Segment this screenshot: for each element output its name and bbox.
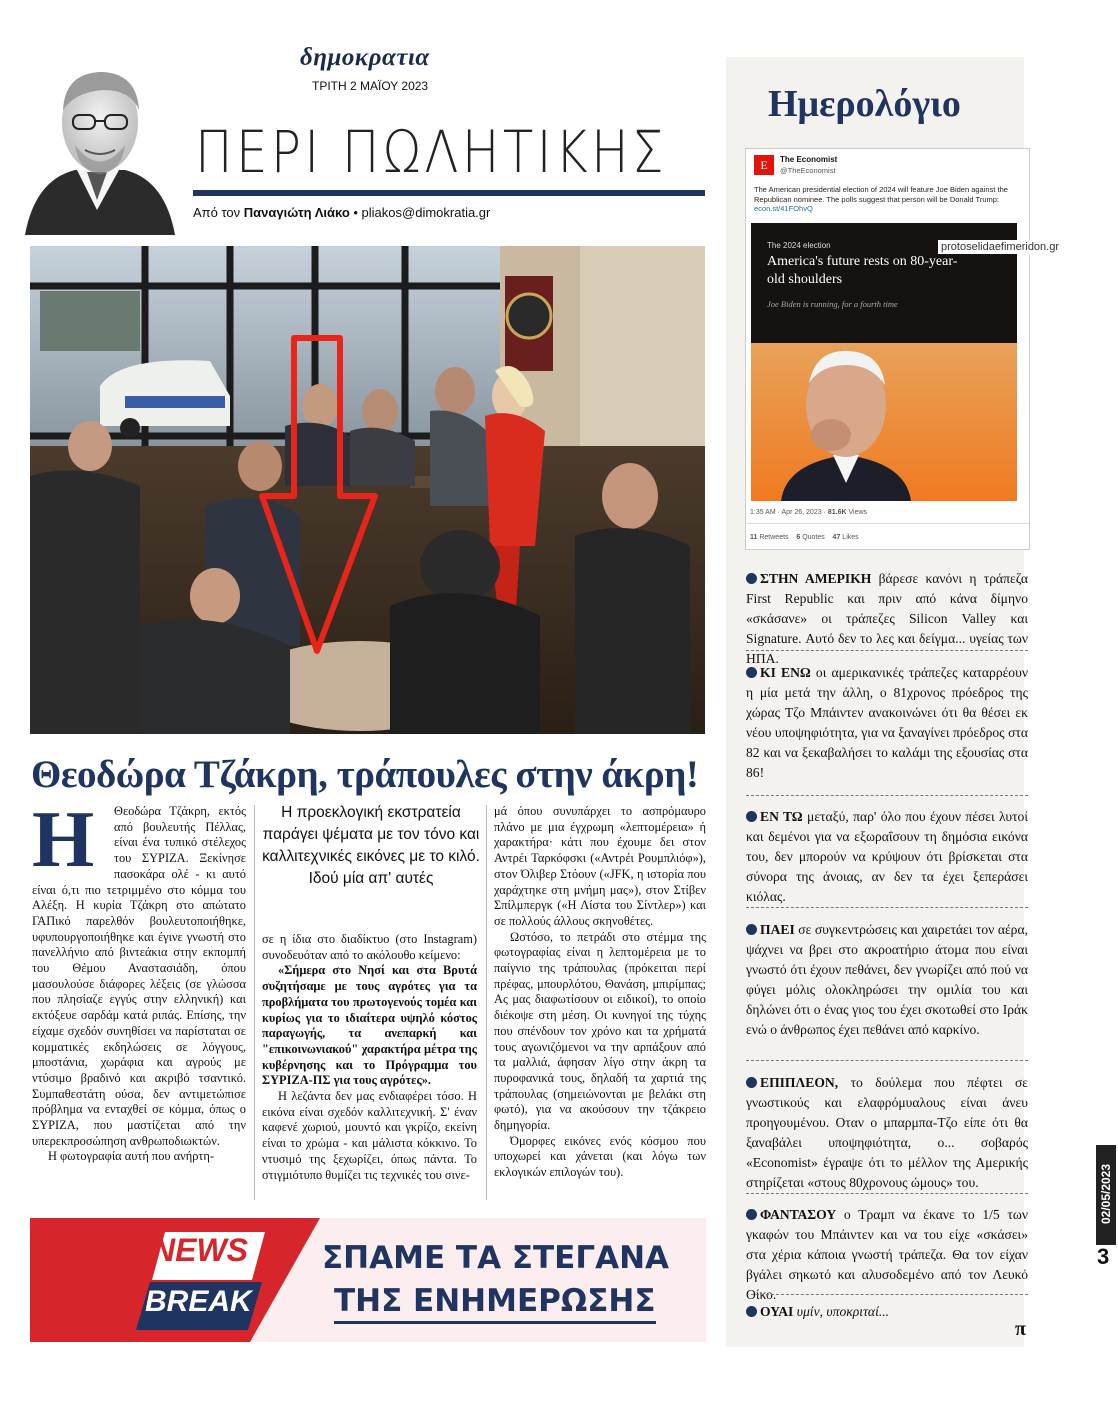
article-paragraph: Ωστόσο, το πετράδι στο στέμμα της φωτογραφίας είναι η λεπτομέρεια με το παίγνιο της τράπουλας (πρόκειται περί πρέφας, μπουρλότου, Θανάση, μπιρίμπας; Ας μας διαφωτίσουν οι ειδικοί), το οποίο διέκοψε στη μέση. Οι κυνηγοί της τύχης που σπένδουν τον χρόνο και τα χρήματά τους αγωνιζόμενοι να την αρπάξουν από τα μαλλιά, άφησαν λίγο στην άκρη τα πυροφανικά τους, δηλαδή τα χαρτιά της τράπουλας (σημειώνονται με βελάκι στη φωτό), για να ακούσουν την τζάκρειο δημηγορία. bbox=[494, 929, 706, 1133]
sidebar-entry: ΟΥΑΙ υμίν, υποκριταί... bbox=[746, 1302, 1028, 1322]
tweet-meta: 1:35 AM · Apr 26, 2023 · 81.6K Views bbox=[750, 509, 868, 516]
author-email[interactable]: • pliakos@dimokratia.gr bbox=[353, 205, 491, 220]
column-title-rule bbox=[193, 190, 705, 196]
tweet-text: The American presidential election of 2024 will feature Joe Biden against the Republican nominee. The polls suggest that person will be Donald Trump: econ.st/41FOhvQ bbox=[754, 185, 1008, 213]
author-name: Παναγιώτη Λιάκο bbox=[243, 205, 350, 220]
article-column-3 bbox=[494, 804, 706, 1181]
sidebar-title: Ημερολόγιο bbox=[768, 83, 961, 125]
article-column-1 bbox=[32, 796, 246, 1165]
sidebar-entry: ΣΤΗΝ ΑΜΕΡΙΚΗ βάρεσε κανόνι η τράπεζα First Republic και πριν από κάνα δίμηνο «σκάσανε» οι τράπεζες Silicon Valley και Signature. Αυτό δεν το λες και δείγμα... υγείας των ΗΠΑ. bbox=[746, 571, 1028, 666]
tweet-link[interactable]: econ.st/41FOhvQ bbox=[754, 204, 813, 213]
cover-title: America's future rests on 80-year-old shoulders bbox=[767, 254, 958, 287]
article-headline: Θεοδώρα Τζάκρη, τράπουλες στην άκρη! bbox=[31, 753, 699, 796]
article-paragraph: μά όπου συνυπάρχει το ασπρόμαυρο πλάνο με μια έγχρωμη «λεπτομέρεια» ή χαρακτήρα· κάτι που έχουμε δει στον Αντρέι Ταρκόφσκι («Αντρέι Ρουμπλιόφ»), στον Όλιβερ Στόουν («JFK, η ιστορία που χαράχτηκε στη μνήμη μας»), στον Στίβεν Σπίλμπεργκ («Η Λίστα του Σίντλερ») και σε πολλούς άλλους σκηνοθέτες. bbox=[494, 804, 706, 928]
article-paragraph: Όμορφες εικόνες ενός κόσμου που υποχωρεί και χάνεται (και λόγω των εκλογικών επιλογών του). bbox=[494, 1133, 706, 1180]
entry-divider bbox=[746, 795, 1028, 796]
newspaper-name: δημοκρατια bbox=[300, 44, 430, 71]
tweet-account[interactable]: The Economist bbox=[780, 155, 838, 164]
drop-cap: Η bbox=[32, 796, 95, 884]
sidebar-entry: ΕΝ ΤΩ μεταξύ, παρ' όλο που έχουν πέσει λυτοί και δεμένοι για να εξωραΐσουν τη δημόσια εικόνα του, δεν μπορούν να κρύψουν ότι βρίσκεται στα σύνορα της άνοιας, αν δεν τα έχει ξεπεράσει κιόλας. bbox=[746, 809, 1028, 904]
article-paragraph: σε η ίδια στο διαδίκτυο (στο Instagram) συνοδευόταν από το ακόλουθο κείμενο: bbox=[262, 932, 477, 962]
cover-portrait bbox=[771, 343, 921, 501]
bullet-icon bbox=[746, 1077, 757, 1088]
article-column-2 bbox=[262, 932, 477, 1183]
entry-divider bbox=[746, 907, 1028, 908]
column-divider bbox=[254, 805, 255, 1200]
cover-kicker: The 2024 election bbox=[767, 241, 831, 250]
bullet-icon bbox=[746, 667, 757, 678]
news-logo-text: NEWS bbox=[152, 1232, 248, 1268]
article-paragraph: «Σήμερα στο Νησί και στα Βρυτά συζητήσαμε με τους αγρότες για τα προβλήματα του πρωτογενούς τομέα και κυρίως για το ιδιαίτερα υψηλό κόστος παραγωγής, τα ανεπαρκή και "επικοινωνιακού" χαρακτήρα μέτρα της κυβέρνησης και το Πρόγραμμα του ΣΥΡΙΖΑ-ΠΣ για τους αγρότες». bbox=[262, 963, 477, 1088]
signature-mark: π bbox=[1015, 1318, 1026, 1340]
sidebar-entry: ΦΑΝΤΑΣΟΥ ο Τραμπ να έκανε το 1/5 των γκαφών του Μπάιντεν και να του είχε «σκάσει» στα χέρια κάποια γνωστή τράπεζα. Θα τον είχαν βγάλει σηκωτό και αλυσοδεμένο από τον Λευκό Οίκο. bbox=[746, 1207, 1028, 1302]
article-paragraph: Η φωτογραφία αυτή που ανήρτη- bbox=[48, 1149, 214, 1164]
bullet-icon bbox=[746, 1209, 757, 1220]
column-divider bbox=[486, 805, 487, 1200]
author-portrait bbox=[15, 60, 180, 240]
embedded-tweet[interactable] bbox=[745, 148, 1030, 550]
article-photo bbox=[30, 246, 705, 734]
byline-prefix: Από τον bbox=[193, 205, 241, 220]
tweet-stats: 11 Retweets 6 Quotes 47 Likes bbox=[750, 534, 859, 541]
page-number: 3 bbox=[1097, 1244, 1110, 1269]
article-paragraph: Η λεζάντα δεν μας ενδιαφέρει τόσο. Η εικόνα είναι σχεδόν καλλιτεχνική. Σ' έναν καφενέ χωριού, μουντό και γκρίζο, εκείνη είναι το χρώμα - και μάλιστα κόκκινο. Το ντυσιμό της ξεχωρίζει, όπως πάντα. Το στιγμιότυπο θυμίζει τις τεχνικές του σινε- bbox=[262, 1089, 477, 1182]
economist-logo-icon: E bbox=[754, 155, 774, 175]
ad-slogan-line-2: ΤΗΣ ΕΝΗΜΕΡΩΣΗΣ bbox=[334, 1283, 656, 1324]
sidebar-entry: ΠΑΕΙ σε συγκεντρώσεις και χαιρετάει τον αέρα, ψάχνει να βρει στο ακροατήριο άτομα που είναι γνωστό ότι έχουν πεθάνει, δεν γνωρίζει από πού να φύγει μόλις ολοκληρώσει την ομιλία του και δηλώνει ότι ο ένας γιος του έχει σκοτωθεί στο Ιράκ ενώ ο άνθρωπος έχει πεθάνει από καρκίνο. bbox=[746, 922, 1028, 1037]
sidebar-entry: ΕΠΙΠΛΕΟΝ, το δούλεμα που πέφτει σε γνωστικούς και ελαφρόμυαλους είναι άνευ προηγουμένου. Οταν ο μπαρμπα-Τζο είπε ότι θα ξαναβάλει υποψηφιότητα, ο... σοβαρός «Economist» έγραψε ότι το μέλλον της Αμερικής στηρίζεται «στους 80χρονους ώμους» του. bbox=[746, 1075, 1028, 1190]
sidebar-entry: ΚΙ ΕΝΩ οι αμερικανικές τράπεζες καταρρέουν η μία μετά την άλλη, ο 81χρονος πρόεδρος της χώρας Τζο Μπάιντεν ανακοινώνει ότι θα θέσει εκ νέου υποψηφιότητα, για να ξαναγίνει πρόεδρος στα 82 και να ξεκαβαλήσει το καλάμι της εξουσίας στα 86! bbox=[746, 665, 1028, 780]
byline bbox=[193, 205, 490, 220]
entry-divider bbox=[746, 650, 1028, 651]
column-title: ΠΕΡΙ ΠΩΛΗΤΙΚΗΣ bbox=[195, 118, 668, 186]
break-logo-text: BREAK bbox=[145, 1285, 252, 1318]
bullet-icon bbox=[746, 573, 757, 584]
pull-quote: Η προεκλογική εκστρατεία παράγει ψέματα με τον τόνο και καλλιτεχνικές εικόνες με το κιλό. Ιδού μία απ' αυτές bbox=[262, 804, 480, 887]
tweet-cover-image bbox=[751, 223, 1017, 501]
entry-divider bbox=[746, 1060, 1028, 1061]
article-paragraph: Θεοδώρα Τζάκρη, εκτός από βουλευτής Πέλλας, είναι ένα τυπικό στέλεχος του ΣΥΡΙΖΑ. Ξεκίνησε πασοκάρα ολέ - κι αυτό είναι ό,τι πιο τετριμμένο στο κόμμα του Αλέξη. Η κυρία Τζάκρη στο απώτατο ΓΑΠικό παρελθόν βουλευτοποιήθηκε, υφυπουργοποιήθηκε και έγινε γνωστή στο πανελλήνιο από βιντεάκια στην εκπομπή του Θέμου Αναστασιάδη, όπου μασουλούσε διάφορες λέξεις (σε γλώσσα που πλησίαζε εγγύς στην ελληνική) και εκτόξευε σαρδάμ κατά ριπάς. Επίσης, την είχαμε σχεδόν συνηθίσει να παρίσταται σε κομματικές εκδηλώσεις σε λόγγους, μποστάνια, χωράφια και αγρούς με ντύσιμο βραδινό και ακριβό τσαντικό. Συμπαθεστάτη ούσα, δεν αντιμετώπισε πρόβλημα να ενταχθεί σε κόμμα, όπως ο ΣΥΡΙΖΑ, που μαστίζεται από την υπερεκπροσώπηση ανθρωποδιωκτών. bbox=[32, 804, 246, 1148]
cover-subtitle: Joe Biden is running, for a fourth time bbox=[767, 299, 898, 309]
bullet-icon bbox=[746, 811, 757, 822]
source-watermark: protoselidaefimeridon.gr bbox=[938, 240, 1062, 254]
issue-date: ΤΡΙΤΗ 2 ΜΑΪΟΥ 2023 bbox=[312, 79, 429, 93]
ad-slogan-line-1: ΣΠΑΜΕ ΤΑ ΣΤΕΓΑΝΑ bbox=[322, 1240, 670, 1276]
entry-divider bbox=[746, 1294, 1028, 1295]
bullet-icon bbox=[746, 924, 757, 935]
bullet-icon bbox=[746, 1306, 757, 1317]
tweet-handle[interactable]: @TheEconomist bbox=[780, 166, 836, 175]
entry-divider bbox=[746, 1193, 1028, 1194]
page-edge-date: 02/05/2023 bbox=[1096, 1145, 1116, 1245]
